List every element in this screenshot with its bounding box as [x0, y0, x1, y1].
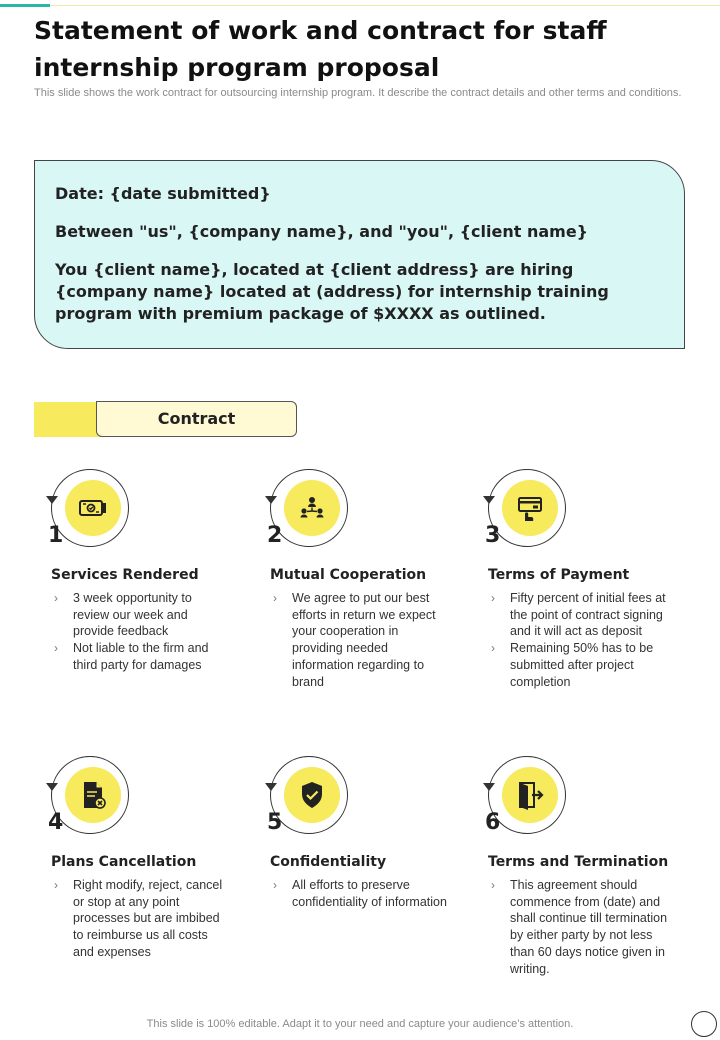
item-title: Mutual Cooperation [270, 567, 427, 583]
ring-arrow-icon [483, 783, 495, 791]
ring-arrow-icon [265, 496, 277, 504]
intro-body: You {client name}, located at {client address} are hiring {company name} located at (address) for internship training program with premium package of $XXXX as outlined. [55, 260, 609, 323]
item-number: 5 [267, 810, 283, 835]
item-bullets [488, 590, 668, 690]
item-bullets [51, 877, 231, 961]
ring-arrow-icon [483, 496, 495, 504]
footer-note: This slide is 100% editable. Adapt it to your need and capture your audience’s attention. [146, 1018, 574, 1030]
document-cancel-icon [77, 779, 109, 811]
bullet-item: › Not liable to the firm and third party for damages [51, 640, 231, 673]
intro-date: Date: {date submitted} [55, 184, 271, 203]
bullet-item: › All efforts to preserve confidentiality of information [270, 877, 450, 910]
item-title: Confidentiality [270, 854, 387, 870]
exit-door-icon [514, 779, 546, 811]
item-number: 3 [485, 523, 501, 548]
intro-between: Between "us", {company name}, and "you", {client name} [55, 222, 589, 241]
item-title: Terms of Payment [488, 567, 630, 583]
bullet-item: › 3 week opportunity to review our week and provide feedback [51, 590, 231, 640]
page-subtitle: This slide shows the work contract for outsourcing internship program. It describe the contract details and other terms and conditions. [34, 87, 682, 99]
item-icon-circle [502, 480, 558, 536]
bullet-item: › Right modify, reject, cancel or stop at any point processes but are imbibed to reimburse us all costs and expenses [51, 877, 231, 961]
intro-box [34, 160, 685, 349]
card-payment-icon [514, 492, 546, 524]
ring-arrow-icon [46, 783, 58, 791]
item-title: Plans Cancellation [51, 854, 197, 870]
bullet-item: › We agree to put our best efforts in return we expect your cooperation in providing needed information regarding to brand [270, 590, 450, 690]
item-title: Terms and Termination [488, 854, 669, 870]
item-icon-circle [65, 480, 121, 536]
item-title: Services Rendered [51, 567, 199, 583]
top-accent-bar [0, 4, 50, 7]
item-number: 2 [267, 523, 283, 548]
item-bullets [488, 877, 668, 977]
item-icon-circle [502, 767, 558, 823]
item-number: 4 [48, 810, 64, 835]
corner-ring-icon [691, 1011, 717, 1037]
money-check-icon [77, 492, 109, 524]
item-icon-circle [65, 767, 121, 823]
contract-heading: Contract [96, 401, 297, 437]
top-divider [0, 5, 720, 6]
bullet-item: › This agreement should commence from (date) and shall continue till termination by either party by not less than 60 days notice given in writing. [488, 877, 668, 977]
page-title: Statement of work and contract for staff internship program proposal [34, 16, 607, 82]
ring-arrow-icon [46, 496, 58, 504]
team-network-icon [296, 492, 328, 524]
item-number: 6 [485, 810, 501, 835]
item-bullets [51, 590, 231, 674]
item-icon-circle [284, 480, 340, 536]
bullet-item: › Remaining 50% has to be submitted after project completion [488, 640, 668, 690]
ring-arrow-icon [265, 783, 277, 791]
item-icon-circle [284, 767, 340, 823]
shield-check-icon [296, 779, 328, 811]
item-bullets [270, 590, 450, 690]
bullet-item: › Fifty percent of initial fees at the point of contract signing and it will act as deposit [488, 590, 668, 640]
item-bullets [270, 877, 450, 910]
item-number: 1 [48, 523, 64, 548]
